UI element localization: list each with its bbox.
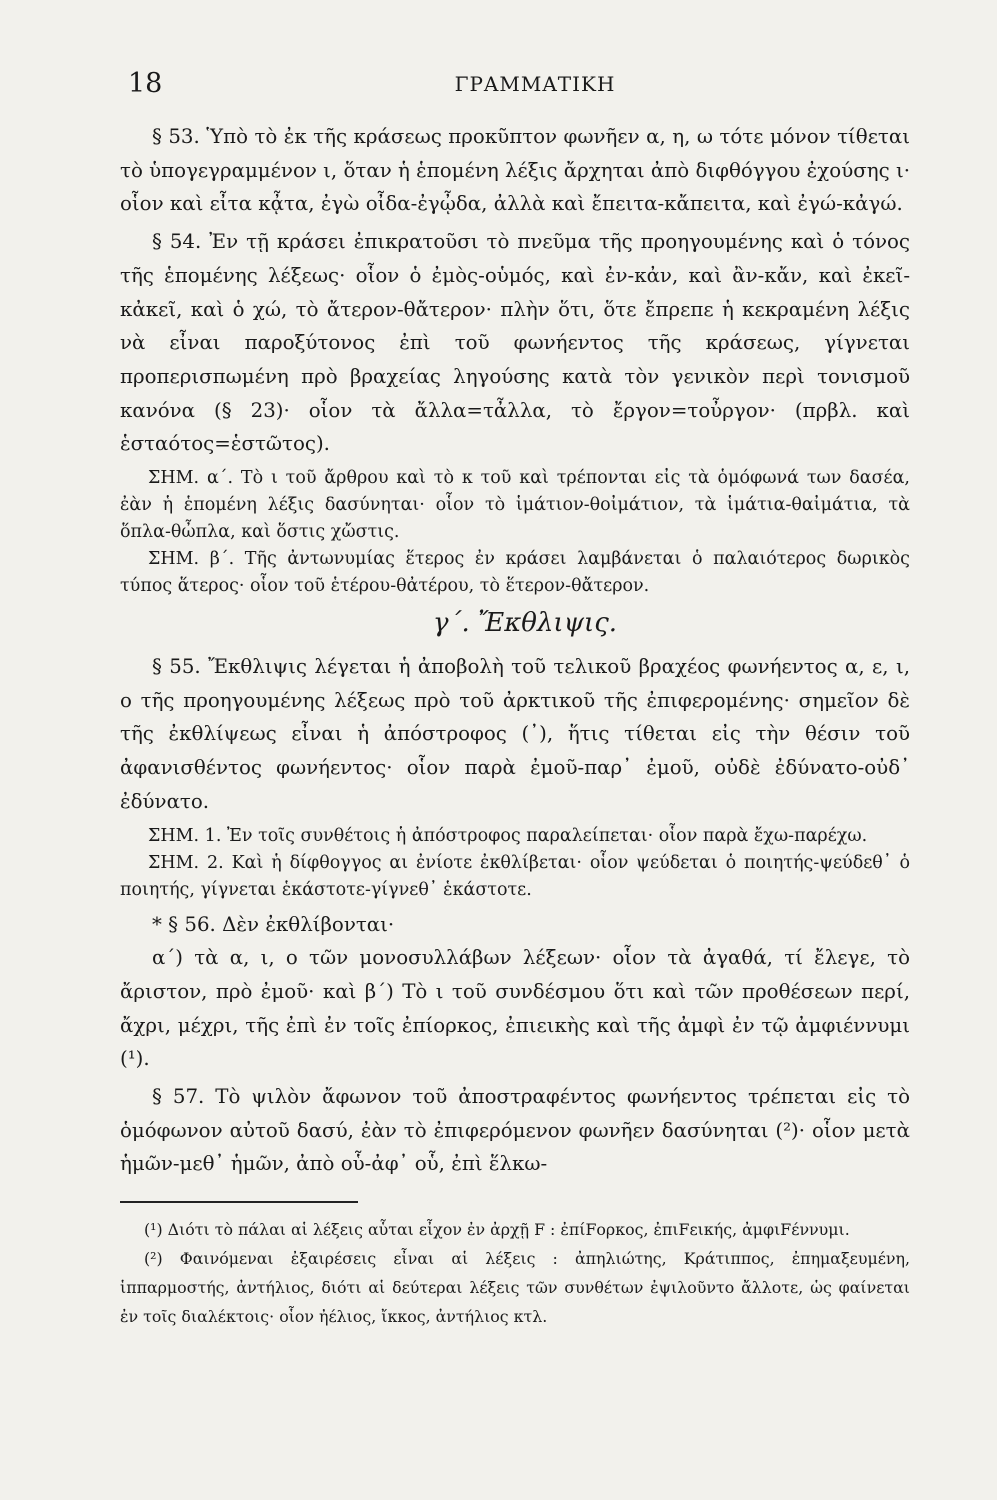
note-1 [120,823,910,850]
section-54-text: § 54. Ἐν τῇ κράσει ἐπικρατοῦσι τὸ πνεῦμα τῆς προηγουμένης καὶ ὁ τόνος τῆς ἑπομένης λέξεως· οἷον ὁ ἐμὸς-οὑμός, καὶ ἐν-κἀν, καὶ ἂν-κἄν, καὶ ἐκεῖ-κἀκεῖ, καὶ ὁ χώ, τὸ ἄτερον-θἄτερον· πλὴν ὅτι, ὅτε ἔπρεπε ἡ κεκραμένη λέξις νὰ εἶναι παροξύτονος ἐπὶ τοῦ φωνήεντος τῆς κράσεως, γίγνεται προπερισπωμένη πρὸ βραχείας ληγούσης κατὰ τὸν γενικὸν περὶ τονισμοῦ κανόνα (§ 23)· οἷον τὰ ἄλλα=τἆλλα, τὸ ἔργον=τοὖργον· (πρβλ. καὶ ἑσταότος=ἑστῶτος). [120,230,910,456]
section-55-text: § 55. Ἔκθλιψις λέγεται ἡ ἀποβολὴ τοῦ τελικοῦ βραχέος φωνήεντος α, ε, ι, ο τῆς προηγουμένης λέξεως πρὸ τοῦ ἀρκτικοῦ τῆς ἐπιφερομένης· σημεῖον δὲ τῆς ἐκθλίψεως εἶναι ἡ ἀπόστροφος (᾽), ἥτις τίθεται εἰς τὴν θέσιν τοῦ ἀφανισθέντος φωνήεντος· οἷον παρὰ ἐμοῦ-παρ᾽ ἐμοῦ, οὐδὲ ἐδύνατο-οὐδ᾽ ἐδύνατο. [120,655,910,813]
note-beta [120,546,910,600]
note-2 [120,850,910,904]
note-alpha [120,465,910,546]
section-57 [120,1080,910,1181]
section-56-text: * § 56. Δὲν ἐκθλίβονται· [152,912,395,936]
section-56 [120,908,910,942]
page-number: 18 [128,68,163,99]
note-1-text: ΣΗΜ. 1. Ἐν τοῖς συνθέτοις ἡ ἀπόστροφος παραλείπεται· οἷον παρὰ ἔχω-παρέχω. [148,825,868,846]
footnote-1-text: (¹) Διότι τὸ πάλαι αἱ λέξεις αὗται εἶχον ἐν ἀρχῇ F : ἐπίFορκος, ἐπιFεικής, ἀμφιFέννυμι. [144,1220,850,1240]
section-53-text: § 53. Ὑπὸ τὸ ἐκ τῆς κράσεως προκῦπτον φωνῆεν α, η, ω τότε μόνον τίθεται τὸ ὑπογεγραμμένον ι, ὅταν ἡ ἑπομένη λέξις ἄρχηται ἀπὸ διφθόγγου ἐχούσης ι· οἷον καὶ εἶτα κᾆτα, ἐγὼ οἶδα-ἐγᾦδα, ἀλλὰ καὶ ἔπειτα-κἄπειτα, καὶ ἐγώ-κἀγώ. [120,125,910,216]
footnote-2 [120,1244,910,1331]
note-beta-text: ΣΗΜ. β΄. Τῆς ἀντωνυμίας ἕτερος ἐν κράσει λαμβάνεται ὁ παλαιότερος δωρικὸς τύπος ἅτερος· οἷον τοῦ ἑτέρου-θἀτέρου, τὸ ἕτερον-θἄτερον. [120,549,910,597]
subsection-heading: γ΄. Ἔκθλιψις. [432,608,618,639]
section-55 [120,650,910,819]
running-head: ΓΡΑΜΜΑΤΙΚΗ [454,72,616,96]
section-54 [120,225,910,461]
section-57-text: § 57. Τὸ ψιλὸν ἄφωνον τοῦ ἀποστραφέντος φωνήεντος τρέπεται εἰς τὸ ὁμόφωνον αὐτοῦ δασύ, ἐὰν τὸ ἐπιφερόμενον φωνῆεν δασύνηται (²)· οἷον μετὰ ἡμῶν-μεθ᾽ ἡμῶν, ἀπὸ οὗ-ἀφ᾽ οὗ, ἐπὶ ἕλκω- [120,1085,910,1176]
section-56-body-text: α΄) τὰ α, ι, ο τῶν μονοσυλλάβων λέξεων· οἷον τὰ ἀγαθά, τί ἔλεγε, τὸ ἄριστον, πρὸ ἐμοῦ· καὶ β΄) Τὸ ι τοῦ συνδέσμου ὅτι καὶ τῶν προθέσεων περί, ἄχρι, μέχρι, τῆς ἐπὶ ἐν τοῖς ἐπίορκος, ἐπιεικὴς καὶ τῆς ἀμφὶ ἐν τῷ ἀμφιέννυμι (¹). [120,946,910,1071]
footnote-2-text: (²) Φαινόμεναι ἐξαιρέσεις εἶναι αἱ λέξεις : ἀπηλιώτης, Κράτιππος, ἐπημαξευμένη, ἱππαρμοστής, ἀντήλιος, διότι αἱ δεύτεραι λέξεις τῶν συνθέτων ἐψιλοῦντο ἄλλοτε, ὡς φαίνεται ἐν τοῖς διαλέκτοις· οἷον ἠέλιος, ἴκκος, ἀντήλιος κτλ. [120,1249,910,1327]
section-56-body [120,941,910,1076]
note-2-text: ΣΗΜ. 2. Καὶ ἡ δίφθογγος αι ἐνίοτε ἐκθλίβεται· οἷον ψεύδεται ὁ ποιητής-ψεύδεθ᾽ ὁ ποιητής, γίγνεται ἑκάστοτε-γίγνεθ᾽ ἑκάστοτε. [120,852,910,900]
note-alpha-text: ΣΗΜ. α΄. Τὸ ι τοῦ ἄρθρου καὶ τὸ κ τοῦ καὶ τρέπονται εἰς τὰ ὁμόφωνά των δασέα, ἐὰν ἡ ἑπομένη λέξις δασύνηται· οἷον τὸ ἱμάτιον-θοἰμάτιον, τὰ ἱμάτια-θαἰμάτια, τὰ ὅπλα-θὦπλα, καὶ ὅστις χὤστις. [120,468,910,543]
footnote-1 [120,1215,910,1244]
book-page [120,60,910,1480]
footnote-rule [120,1201,358,1203]
page-header [120,60,910,110]
section-53 [120,120,910,221]
